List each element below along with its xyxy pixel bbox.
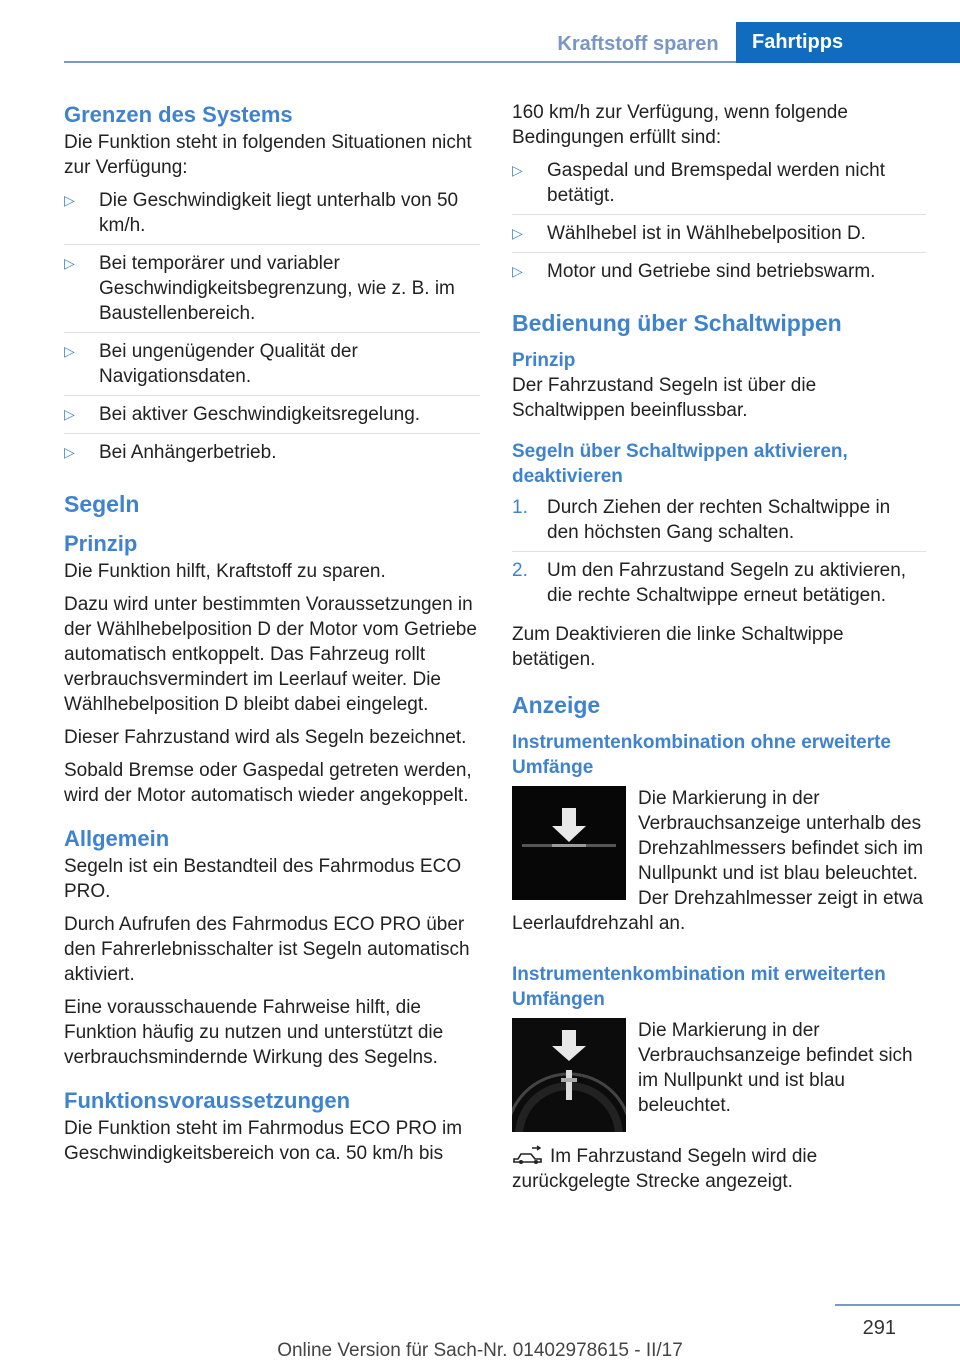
header-active-tab[interactable]: Fahrtipps [736,22,960,63]
heading-mit-umfaengen: Instrumentenkombination mit erweiterten Umfängen [512,964,886,1010]
list-item: ▷ Die Geschwindigkeit liegt unterhalb von 50 km/h. [64,188,480,245]
paragraph: Die Funktion hilft, Kraftstoff zu sparen. [64,561,386,582]
heading-bedienung: Bedienung über Schaltwippen [512,310,842,336]
paragraph-strecke: Im Fahrzustand Segeln wird die zurückgelegte Strecke angezeigt. [512,1146,818,1192]
list-item: ▷ Bei ungenügender Qualität der Navigationsdaten. [64,339,480,396]
heading-prinzip: Prinzip [64,531,138,556]
figure-block-mit [512,1018,926,1136]
triangle-bullet-icon: ▷ [64,343,75,359]
heading-grenzen: Grenzen des Systems [64,102,293,127]
paragraph: Segeln ist ein Bestandteil des Fahrmodus ECO PRO. [64,856,462,902]
step-number: 2. [512,560,528,581]
list-item: 1. Durch Ziehen der rechten Schaltwippe in den höchsten Gang schalten. [512,495,926,552]
paragraph: Dieser Fahrzustand wird als Segeln bezeichnet. [64,727,467,748]
page-number: 291 [862,1317,896,1339]
heading-anzeige: Anzeige [512,692,601,718]
instrument-image-mit [512,1018,626,1132]
paragraph: Eine vorausschauende Fahrweise hilft, die Funktion häufig zu nutzen und unterstützt die verbrauchsmindernde Wirkung des Segelns. [64,997,444,1068]
header-section-tab[interactable]: Kraftstoff sparen [540,28,736,61]
heading-segeln: Segeln [64,491,140,517]
coasting-car-icon [512,1145,544,1165]
triangle-bullet-icon: ▷ [512,263,523,279]
arrow-down-icon [512,786,626,900]
triangle-bullet-icon: ▷ [512,225,523,241]
list-item: ▷ Bei aktiver Geschwindigkeitsregelung. [64,402,480,434]
figure-block-ohne [512,786,926,944]
conditions-list [512,158,926,290]
heading-ohne-umfaenge: Instrumentenkombination ohne erweiterte Umfänge [512,732,891,778]
heading-prinzip: Prinzip [512,350,576,371]
triangle-bullet-icon: ▷ [512,162,523,178]
grenzen-list [64,188,480,471]
paragraph: Durch Aufrufen des Fahrmodus ECO PRO über den Fahrerlebnisschalter ist Segeln automatisch aktiviert. [64,914,470,985]
triangle-bullet-icon: ▷ [64,444,75,460]
online-version-text: Online Version für Sach-Nr. 01402978615 - II/17 [277,1340,683,1361]
heading-funktionsvoraussetzungen: Funktionsvoraussetzungen [64,1088,351,1113]
triangle-bullet-icon: ▷ [64,406,75,422]
right-column [512,100,926,1202]
paragraph: Die Markierung in der Verbrauchsanzeige unterhalb des Drehzahlmessers befindet sich im Nullpunkt und ist blau beleuchtet. Der Drehzahlmesser zeigt in etwa Leerlaufdrehzahl an. [512,788,924,934]
list-item: ▷ Wählhebel ist in Wählhebelposition D. [512,221,926,253]
paragraph: 160 km/h zur Verfügung, wenn folgende Bedingungen erfüllt sind: [512,102,848,148]
step-number: 1. [512,497,528,518]
triangle-bullet-icon: ▷ [64,255,75,271]
paragraph: Die Markierung in der Verbrauchsanzeige befindet sich im Nullpunkt und ist blau beleuchtet. [638,1020,913,1116]
list-item: 2. Um den Fahrzustand Segeln zu aktivieren, die rechte Schaltwippe erneut betätigen. [512,560,907,606]
list-item: ▷ Bei Anhängerbetrieb. [64,442,277,463]
list-item: ▷ Motor und Getriebe sind betriebswarm. [512,261,876,282]
grenzen-intro: Die Funktion steht in folgenden Situationen nicht zur Verfügung: [64,132,472,178]
paragraph: Die Funktion steht im Fahrmodus ECO PRO im Geschwindigkeitsbereich von ca. 50 km/h bis [64,1118,463,1164]
paragraph: Der Fahrzustand Segeln ist über die Schaltwippen beeinflussbar. [512,375,817,421]
list-item: ▷ Gaspedal und Bremspedal werden nicht betätigt. [512,158,926,215]
footer-rule [835,1304,960,1306]
paragraph: Zum Deaktivieren die linke Schaltwippe betätigen. [512,624,844,670]
list-item: ▷ Bei temporärer und variabler Geschwindigkeitsbegrenzung, wie z. B. im Baustellenbereich. [64,251,480,333]
paragraph: Dazu wird unter bestimmten Voraussetzungen in der Wählhebelposition D der Motor vom Getriebe automatisch entkoppelt. Das Fahrzeug rollt verbrauchsvermindert im Leerlauf weiter. Die Wählhebelposition D bleibt dabei eingelegt. [64,594,477,715]
triangle-bullet-icon: ▷ [64,192,75,208]
left-column [64,100,480,1174]
paragraph: Sobald Bremse oder Gaspedal getreten werden, wird der Motor automatisch wieder angekoppelt. [64,760,472,806]
instrument-image-ohne [512,786,626,900]
heading-allgemein: Allgemein [64,826,170,851]
arrow-down-icon [512,1018,626,1132]
heading-aktivieren: Segeln über Schaltwippen aktivieren, deaktivieren [512,441,848,487]
steps-list [512,495,926,614]
